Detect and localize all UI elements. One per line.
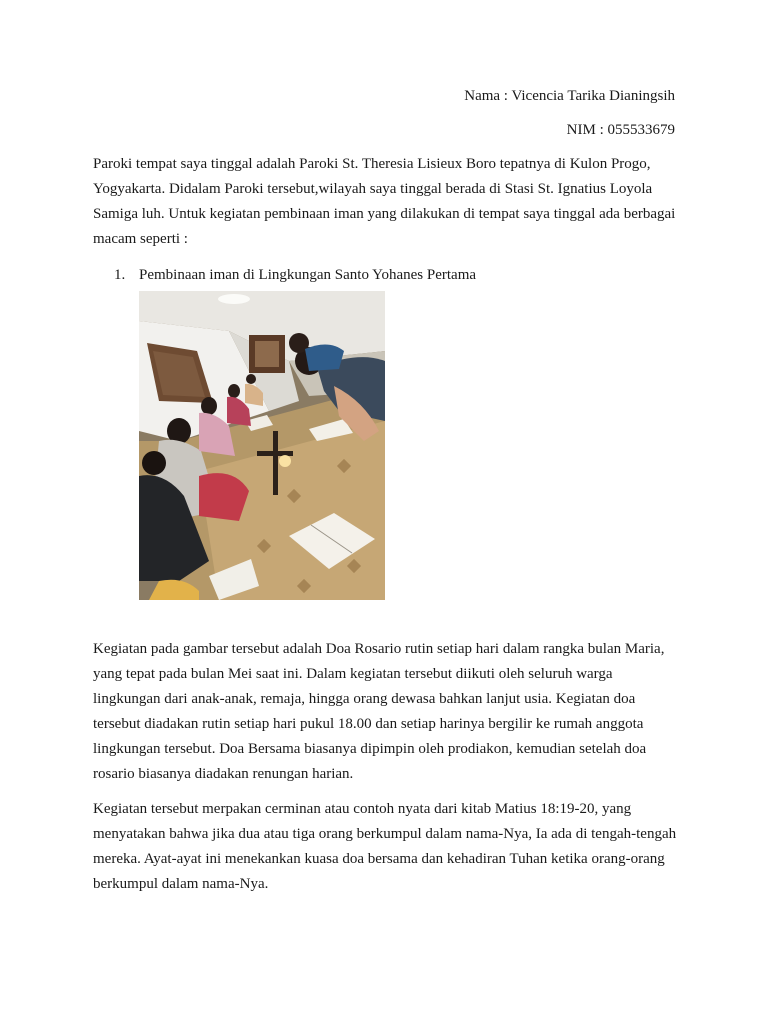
activity-description-paragraph: Kegiatan pada gambar tersebut adalah Doa Rosario rutin setiap hari dalam rangka bulan Maria, yang tepat pada bulan Mei saat ini. Dalam kegiatan tersebut diikuti oleh seluruh warga lingkungan dari anak-anak, remaja, hingga orang dewasa bahkan lanjut usia. Kegiatan doa tersebut diadakan rutin setiap hari pukul 18.00 dan setiap harinya bergilir ke rumah anggota lingkungan tersebut. Doa Bersama biasanya dipimpin oleh prodiakon, kemudian setelah doa rosario biasanya diadakan renungan harian. (93, 641, 665, 782)
student-nim: NIM : 055533679 (566, 122, 675, 138)
student-name: Nama : Vicencia Tarika Dianingsih (464, 88, 675, 104)
rosary-prayer-photo (139, 291, 385, 600)
list-item-text: Pembinaan iman di Lingkungan Santo Yohanes Pertama (139, 267, 477, 283)
scripture-reflection-paragraph: Kegiatan tersebut merpakan cerminan atau contoh nyata dari kitab Matius 18:19-20, yang menyatakan bahwa jika dua atau tiga orang berkumpul dalam nama-Nya, Ia ada di tengah-tengah mereka. Ayat-ayat ini menekankan kuasa doa bersama dan kehadiran Tuhan ketika orang-orang berkumpul dalam nama-Nya. (93, 801, 677, 892)
intro-paragraph: Paroki tempat saya tinggal adalah Paroki St. Theresia Lisieux Boro tepatnya di Kulon Progo, Yogyakarta. Didalam Paroki tersebut,wilayah saya tinggal berada di Stasi St. Ignatius Loyola Samiga luh. Untuk kegiatan pembinaan iman yang dilakukan di tempat saya tinggal ada berbagai macam seperti : (93, 156, 676, 247)
list-item-number: 1. (114, 267, 126, 283)
